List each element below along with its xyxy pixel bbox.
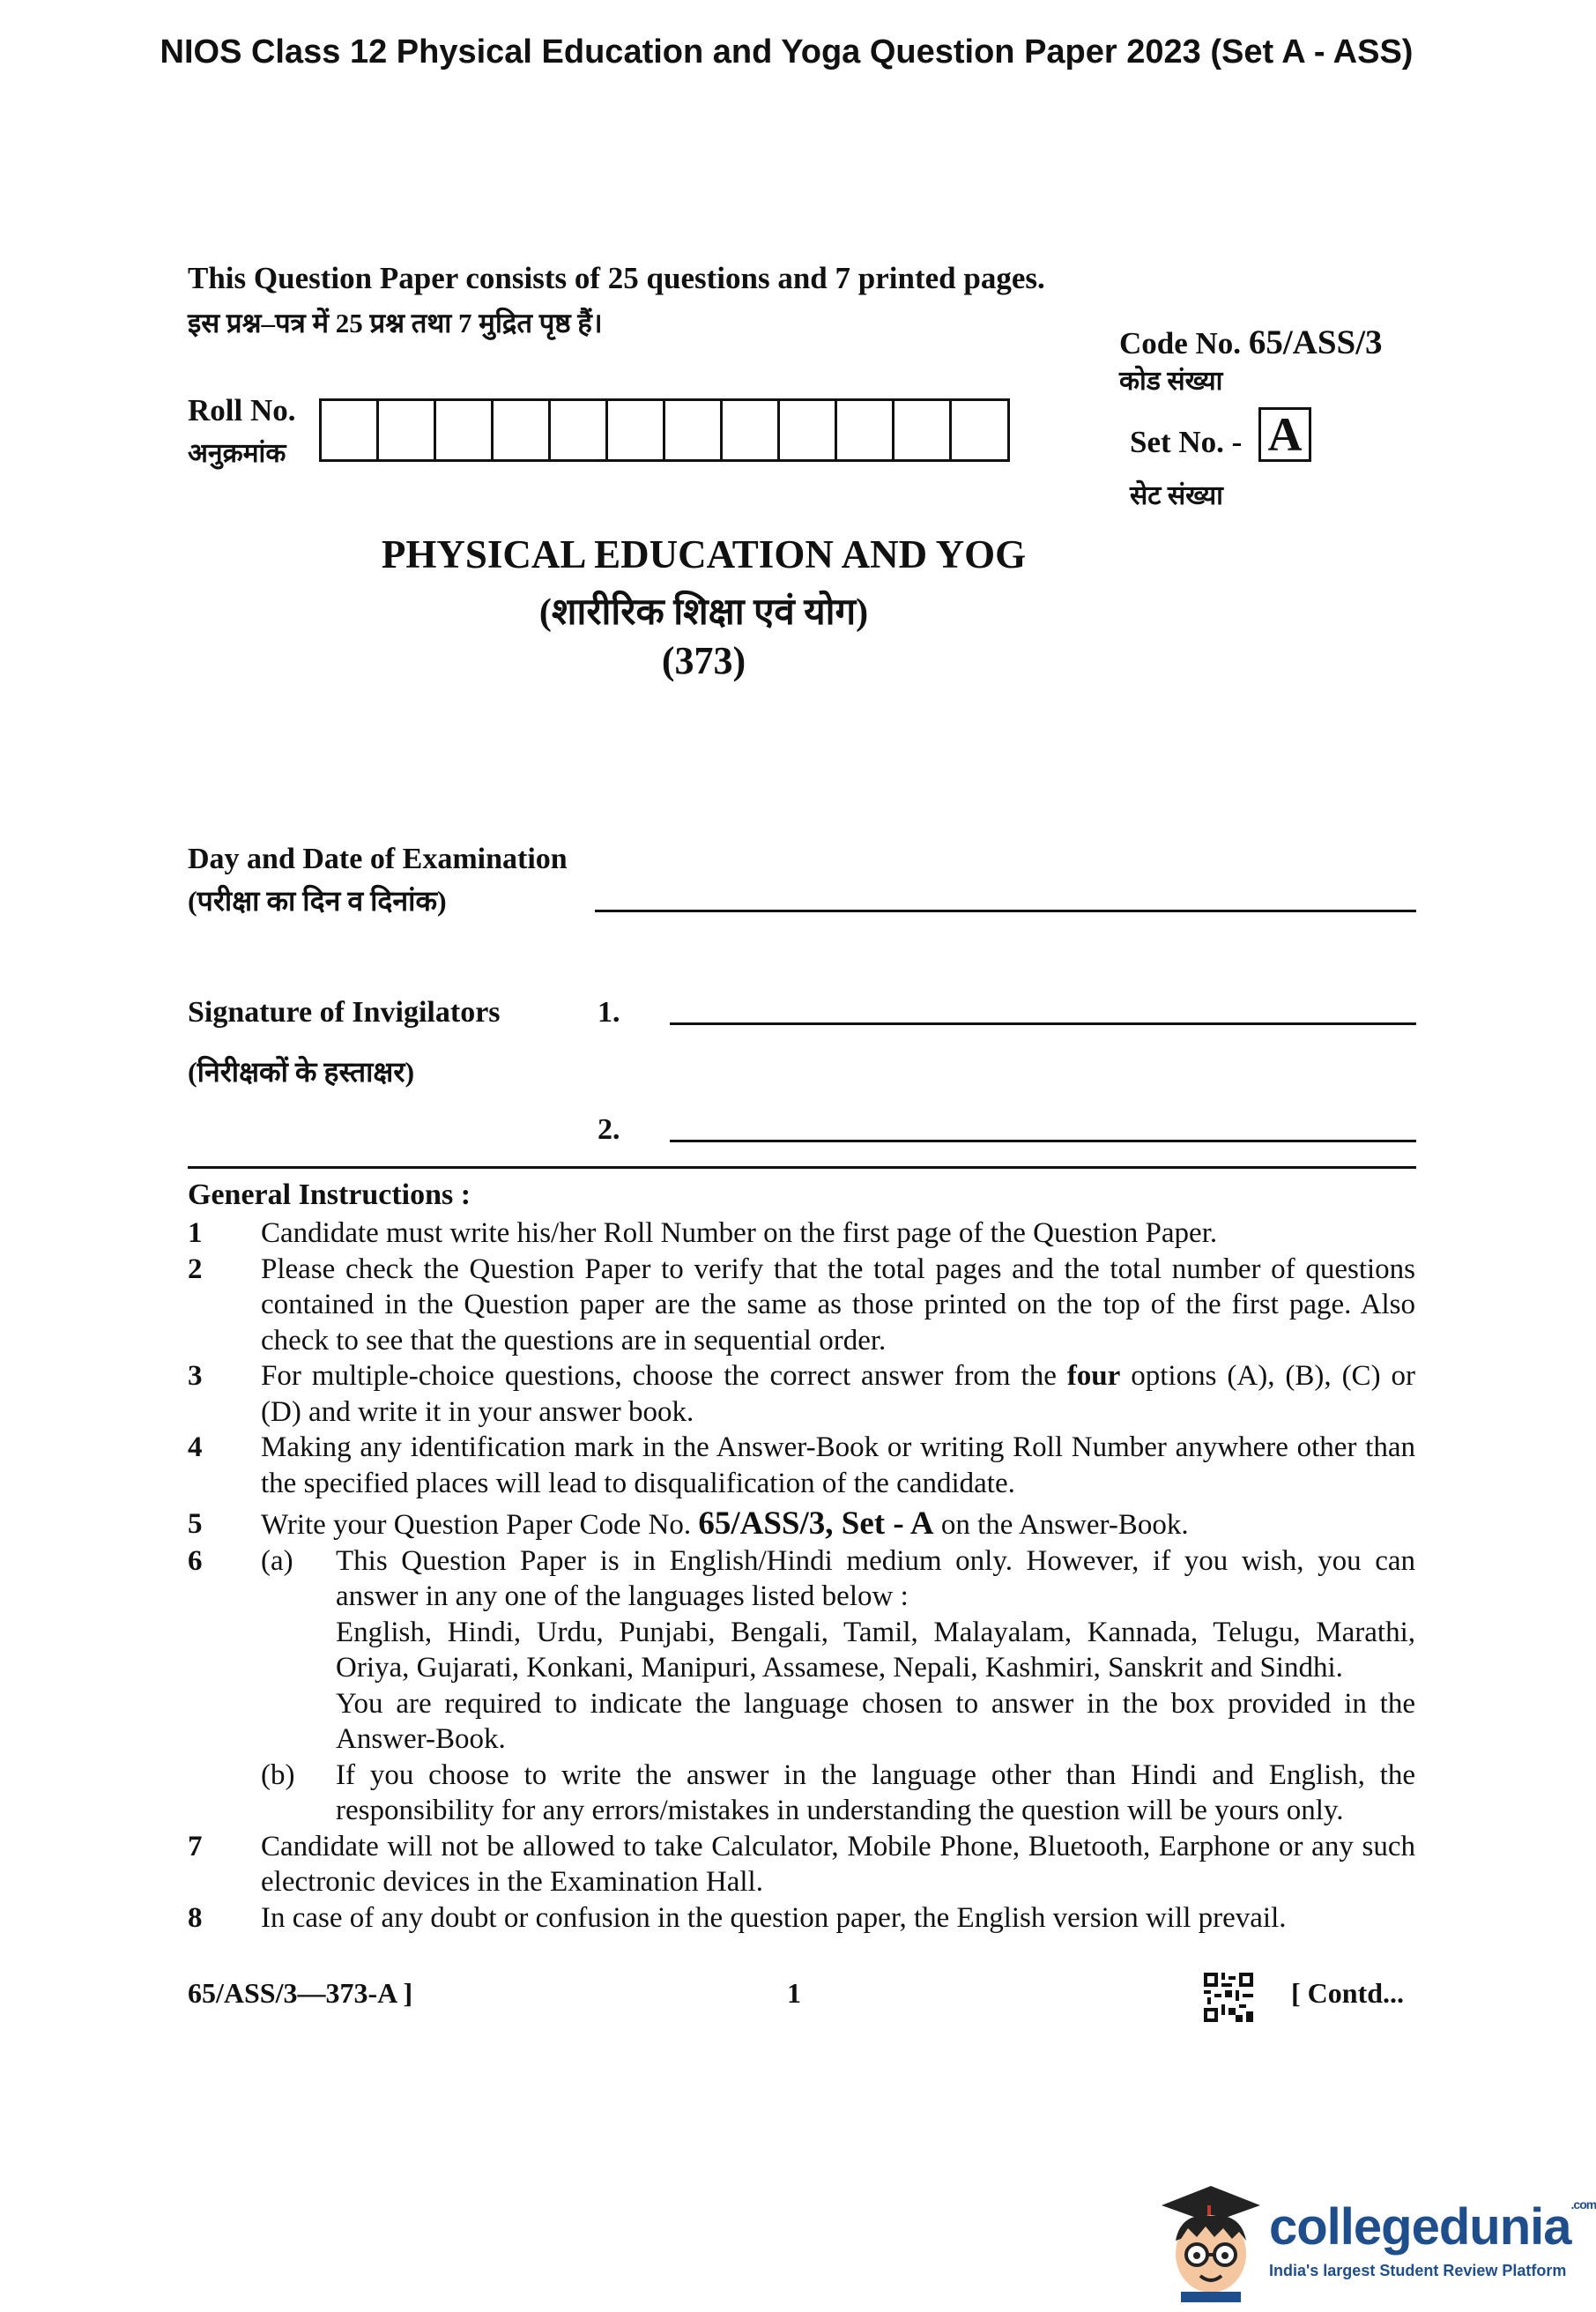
brand-name[interactable] bbox=[1269, 2197, 1596, 2256]
code-number bbox=[1119, 323, 1383, 362]
instruction-number: 1 bbox=[188, 1217, 203, 1249]
sub-instruction bbox=[261, 1543, 1415, 1758]
brand-name-text: collegedunia bbox=[1269, 2198, 1571, 2256]
mascot-logo-icon bbox=[1154, 2170, 1267, 2302]
sub-instruction-label: (a) bbox=[261, 1544, 293, 1577]
instruction-item bbox=[188, 1358, 1415, 1430]
instruction-item bbox=[188, 1506, 1415, 1543]
roll-digit-box[interactable] bbox=[379, 401, 436, 459]
roll-digit-box[interactable] bbox=[723, 401, 780, 459]
language-list: English, Hindi, Urdu, Punjabi, Bengali, Tamil, Malayalam, Kannada, Telugu, Marathi, Oriya, Gujarati, Konkani, Manipuri, Assamese, Nepali, Kashmiri, Sanskrit and Sindhi. bbox=[336, 1616, 1415, 1684]
roll-number-boxes bbox=[319, 398, 1010, 462]
set-value-box: A bbox=[1258, 407, 1311, 462]
signature-2-number: 2. bbox=[598, 1113, 620, 1146]
instruction-text-part: For multiple-choice questions, choose the correct answer from the bbox=[261, 1360, 1067, 1392]
instruction-text: In case of any doubt or confusion in the question paper, the English version will prevail. bbox=[261, 1901, 1287, 1934]
set-label: Set No. - bbox=[1130, 425, 1243, 459]
roll-label: Roll No. bbox=[188, 393, 296, 427]
instruction-text bbox=[261, 1358, 1415, 1430]
footer-paper-code: 65/ASS/3—373-A ] bbox=[188, 1977, 413, 2009]
instruction-text: Please check the Question Paper to verify that the total pages and the total number of questions contained in the Question paper are the same as those printed on the top of the first page. Also check to see that the questions are in sequential order. bbox=[261, 1253, 1415, 1357]
instruction-item bbox=[188, 1430, 1415, 1501]
instruction-number: 3 bbox=[188, 1360, 203, 1392]
roll-digit-box[interactable] bbox=[436, 401, 494, 459]
roll-digit-box[interactable] bbox=[837, 401, 895, 459]
instruction-text-part: on the Answer-Book. bbox=[933, 1509, 1189, 1541]
roll-label-hindi: अनुक्रमांक bbox=[188, 439, 286, 468]
section-divider bbox=[188, 1166, 1416, 1169]
instruction-number: 4 bbox=[188, 1431, 203, 1463]
exam-date-line[interactable] bbox=[595, 910, 1416, 912]
instruction-text-part: Write your Question Paper Code No. bbox=[261, 1509, 699, 1541]
sub-instruction-text: If you choose to write the answer in the language other than Hindi and English, the responsibility for any errors/mistakes in understanding the question will be yours only. bbox=[336, 1758, 1415, 1826]
instructions-list bbox=[188, 1215, 1415, 1936]
instruction-text-part: options (A), (B), (C) or (D) and write it in your answer book. bbox=[261, 1360, 1415, 1428]
instruction-emphasis: four bbox=[1066, 1360, 1121, 1392]
instruction-item bbox=[188, 1543, 1415, 1829]
instruction-text bbox=[261, 1543, 1415, 1829]
exam-date-label: Day and Date of Examination bbox=[188, 843, 568, 875]
sub-instruction-label: (b) bbox=[261, 1758, 295, 1791]
signature-1-number: 1. bbox=[598, 996, 620, 1029]
instruction-text: Making any identification mark in the Answer-Book or writing Roll Number anywhere other than the specified places will lead to disqualification of the candidate. bbox=[261, 1431, 1415, 1499]
page-number: 1 bbox=[787, 1977, 801, 2009]
qr-code-icon bbox=[1204, 1973, 1253, 2022]
continued-note: [ Contd... bbox=[1291, 1977, 1405, 2009]
instruction-text: Candidate must write his/her Roll Number on the first page of the Question Paper. bbox=[261, 1217, 1218, 1249]
invigilator-signature-label: Signature of Invigilators bbox=[188, 996, 501, 1029]
set-label-hindi: सेट संख्या bbox=[1130, 481, 1223, 510]
subject-code: (373) bbox=[661, 639, 746, 682]
instruction-item bbox=[188, 1252, 1415, 1359]
sub-instruction-body bbox=[336, 1543, 1415, 1758]
instruction-number: 7 bbox=[188, 1830, 203, 1862]
code-value: 65/ASS/3 bbox=[1248, 323, 1383, 361]
sub-instruction-text: This Question Paper is in English/Hindi medium only. However, if you wish, you can answer in any one of the languages listed below : bbox=[336, 1544, 1415, 1612]
code-label: Code No. bbox=[1119, 326, 1242, 361]
pages-count-note-hindi: इस प्रश्न–पत्र में 25 प्रश्न तथा 7 मुद्रित पृष्ठ हैं। bbox=[188, 308, 603, 338]
subject-title: PHYSICAL EDUCATION AND YOG bbox=[381, 532, 1027, 576]
document-banner-title: NIOS Class 12 Physical Education and Yoga Question Paper 2023 (Set A - ASS) bbox=[160, 33, 1414, 71]
instruction-number: 2 bbox=[188, 1253, 203, 1285]
roll-digit-box[interactable] bbox=[952, 401, 1007, 459]
general-instructions-heading: General Instructions : bbox=[188, 1178, 471, 1211]
invigilator-signature-label-hindi: (निरीक्षकों के हस्ताक्षर) bbox=[188, 1056, 415, 1088]
brand-tagline: India's largest Student Review Platform bbox=[1269, 2262, 1567, 2279]
instruction-item bbox=[188, 1900, 1415, 1937]
instruction-number: 6 bbox=[188, 1544, 203, 1577]
subject-title-hindi: (शारीरिक शिक्षा एवं योग) bbox=[538, 592, 869, 633]
roll-digit-box[interactable] bbox=[895, 401, 952, 459]
roll-digit-box[interactable] bbox=[665, 401, 723, 459]
sub-instruction bbox=[261, 1758, 1415, 1829]
signature-2-line[interactable] bbox=[670, 1140, 1416, 1142]
instruction-number: 5 bbox=[188, 1508, 203, 1540]
instruction-text: Candidate will not be allowed to take Calculator, Mobile Phone, Bluetooth, Earphone or any such electronic devices in the Examination Hall. bbox=[261, 1830, 1415, 1898]
pages-count-note: This Question Paper consists of 25 questions and 7 printed pages. bbox=[188, 261, 1045, 295]
roll-digit-box[interactable] bbox=[780, 401, 837, 459]
code-label-hindi: कोड संख्या bbox=[1119, 367, 1223, 396]
sub-instruction-note: You are required to indicate the language chosen to answer in the box provided in the Answer-Book. bbox=[336, 1687, 1415, 1755]
exam-date-label-hindi: (परीक्षा का दिन व दिनांक) bbox=[188, 885, 447, 917]
roll-digit-box[interactable] bbox=[551, 401, 608, 459]
signature-1-line[interactable] bbox=[670, 1022, 1416, 1025]
instruction-number: 8 bbox=[188, 1901, 203, 1934]
roll-digit-box[interactable] bbox=[608, 401, 665, 459]
roll-digit-box[interactable] bbox=[494, 401, 551, 459]
instruction-item bbox=[188, 1215, 1415, 1252]
instruction-item bbox=[188, 1829, 1415, 1900]
brand-suffix: .com bbox=[1570, 2197, 1596, 2212]
instruction-text bbox=[261, 1506, 1415, 1543]
instruction-emphasis: 65/ASS/3, Set - A bbox=[698, 1505, 934, 1542]
roll-digit-box[interactable] bbox=[322, 401, 379, 459]
